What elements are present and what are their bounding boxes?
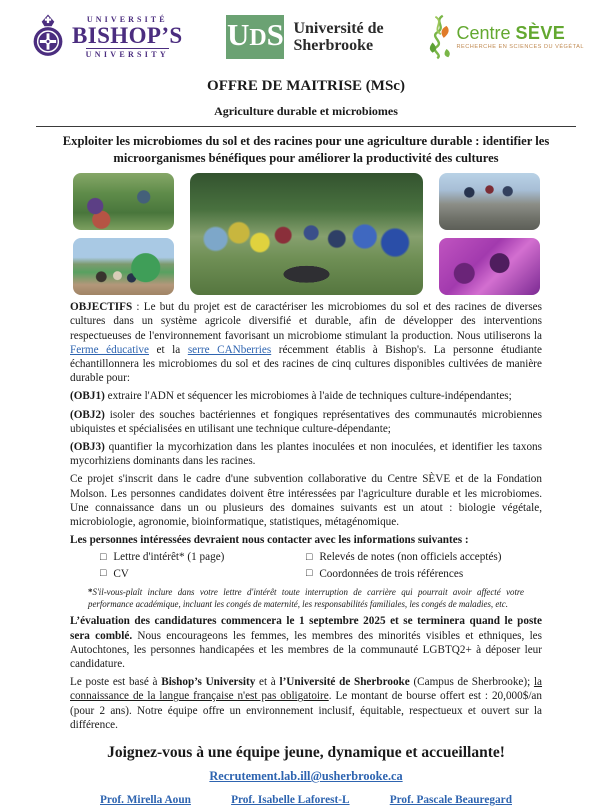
page-subtitle: Agriculture durable et microbiomes	[214, 104, 398, 118]
seve-wordmark	[457, 24, 584, 50]
page-title: OFFRE DE MAITRISE (MSc)	[207, 78, 405, 94]
checkbox-icon: □	[100, 551, 107, 563]
check-item-transcripts	[306, 550, 542, 565]
french-not-required-note: la connaissance de la langue française n'est pas obligatoire	[70, 676, 543, 703]
seve-centre-label: Centre	[456, 23, 516, 43]
uds-letter-u: U	[226, 17, 250, 52]
position-paragraph: Le poste est basé à Bishop’s University et à l’Université de Sherbrooke (Campus de Sherbrooke); la connaissance de la langue française n'est pas obligatoire. Le montant de bourse offert est : 20,000$/an (pour 2 ans). Notre équipe offre un environnement inclusif, équitable, respectueux et ouvert sur la différence.	[70, 676, 543, 731]
uds-wordmark-line2: Sherbrooke	[293, 37, 374, 54]
check-label-cv: CV	[113, 567, 129, 580]
body-content	[0, 300, 612, 732]
objective-1: (OBJ1) extraire l'ADN et séquencer les microbiomes à l'aide de techniques culture-indépendantes;	[70, 390, 512, 403]
checkbox-icon: □	[306, 568, 313, 580]
objective-3: (OBJ3) quantifier la mycorhization dans les plantes inoculées et non inoculées, et identifier les taxons mycorhiziens dominants dans les racines.	[70, 441, 542, 468]
prof-link-pascale-beauregard[interactable]: Prof. Pascale Beauregard	[389, 794, 512, 806]
bishops-wordmark	[72, 15, 183, 59]
serre-canberries-link[interactable]: serre CANberries	[187, 343, 272, 356]
check-label-references: Coordonnées de trois références	[319, 567, 464, 580]
uds-letter-s: S	[266, 17, 284, 52]
professor-links	[0, 794, 612, 806]
obj2-label: (OBJ2)	[70, 408, 105, 421]
application-checklist	[70, 549, 542, 581]
collage-right-column	[439, 173, 540, 295]
seve-seve-label: SÈVE	[515, 23, 566, 43]
project-heading: Exploiter les microbiomes du sol et des racines pour une agriculture durable : identifier les microorganismes bénéfiques pour améliorer la productivité des cultures	[62, 134, 550, 165]
bishops-name-label: BISHOP’S	[72, 22, 183, 48]
uds-letter-d: D	[249, 25, 267, 51]
ferme-educative-link[interactable]: Ferme éducative	[70, 343, 149, 356]
project-context-paragraph: Ce projet s'inscrit dans le cadre d'une subvention collaborative du Centre SÈVE et de la Fondation Molson. Les personnes candidates doivent être intéressées par l'agriculture durable et les microbiomes. Une connaissance dans un ou plusieurs des domaines suivants est un atout : biologie végétale, microbiologie, agronomie, bioinformatique, statistiques, métagénomique.	[70, 473, 542, 529]
bishops-university-logo	[30, 13, 183, 61]
seve-tagline: RECHERCHE EN SCIENCES DU VÉGÉTAL	[456, 44, 584, 50]
contact-heading: Les personnes intéressées devraient nous contacter avec les informations suivantes :	[70, 534, 469, 547]
photo-collage	[0, 173, 612, 295]
objectives-paragraph: OBJECTIFS : Le but du projet est de caractériser les microbiomes du sol et des racines de diverses cultures dans un système agricole diversifié et durable, afin de développer des interventions respectueuses de l'environnement favorisant un microbiome stimulant la production. Nous utiliserons la Ferme éducative et la serre CANberries récemment établis à Bishop's. La personne étudiante échantillonnera les microbiomes du sol et des racines de cinq cultures disponibles cultivées de manière durable pour:	[70, 301, 543, 385]
uds-monogram	[226, 15, 284, 59]
uds-wordmark-line1: Université de	[293, 19, 384, 37]
garden-team-photo	[73, 173, 174, 230]
evaluation-deadline: L’évaluation des candidatures commencera le 1 septembre 2025 et se terminera quand le poste sera comblé.	[70, 615, 542, 642]
checkbox-icon: □	[100, 568, 107, 580]
check-label-transcripts: Relevés de notes (non officiels acceptés)	[319, 551, 502, 564]
divider	[36, 126, 576, 127]
bishops-university-mention: Bishop’s University	[161, 676, 256, 689]
growlight-greenhouse-photo	[439, 238, 540, 295]
check-item-references	[306, 567, 542, 582]
letter-footnote: *S'il-vous-plaît inclure dans votre lettre d'intérêt toute interruption de carrière qui pourrait avoir affecté votre performance académique, incluant les congés de maternité, les responsabilités familiales, les congés de maladies, etc.	[88, 586, 524, 609]
team-hike-photo	[439, 173, 540, 230]
recruitment-email-link[interactable]: Recrutement.lab.ill@usherbrooke.ca	[209, 769, 403, 784]
objectives-label: OBJECTIFS	[70, 301, 133, 314]
bishops-university-label: UNIVERSITY	[85, 50, 169, 60]
team-wheelbarrow-photo	[190, 173, 423, 295]
check-label-letter: Lettre d'intérêt* (1 page)	[113, 551, 225, 564]
checkbox-icon: □	[306, 551, 313, 563]
objective-2: (OBJ2) isoler des souches bactériennes et fongiques représentatives des communautés microbiennes ubiquistes et spécialisées en utilisant une technique culture-dépendante;	[70, 408, 542, 435]
bishops-crest-icon	[30, 13, 66, 61]
universite-sherbrooke-mention: l’Université de Sherbrooke	[279, 676, 410, 689]
check-item-letter	[100, 550, 306, 565]
universite-sherbrooke-logo	[226, 15, 383, 59]
uds-wordmark	[293, 20, 383, 55]
centre-seve-logo	[428, 13, 584, 61]
evaluation-paragraph: L’évaluation des candidatures commencera le 1 septembre 2025 et se terminera quand le poste sera comblé. Nous encourageons les femmes, les membres des minorités visibles et ethniques, les Autochtones, les personnes handicapées et les membres de la communauté LGBTQ2+ à déposer leur candidature.	[70, 615, 542, 671]
team-campus-sign-photo	[73, 238, 174, 295]
email-row	[0, 767, 612, 785]
collage-left-column	[73, 173, 174, 295]
closing-statement: Joignez-vous à une équipe jeune, dynamique et accueillante!	[107, 744, 505, 762]
prof-link-mirella-aoun[interactable]: Prof. Mirella Aoun	[100, 794, 191, 806]
logo-header	[0, 0, 612, 62]
prof-link-isabelle-laforest[interactable]: Prof. Isabelle Laforest-L	[231, 794, 350, 806]
obj3-label: (OBJ3)	[70, 441, 105, 454]
check-item-cv	[100, 567, 306, 582]
obj1-label: (OBJ1)	[70, 390, 105, 403]
checklist-left-column	[70, 549, 306, 581]
footnote-asterisk: *	[88, 586, 93, 597]
bishops-universite-label: UNIVERSITÉ	[86, 14, 168, 24]
seve-helix-icon	[428, 13, 452, 61]
checklist-right-column	[306, 549, 542, 581]
